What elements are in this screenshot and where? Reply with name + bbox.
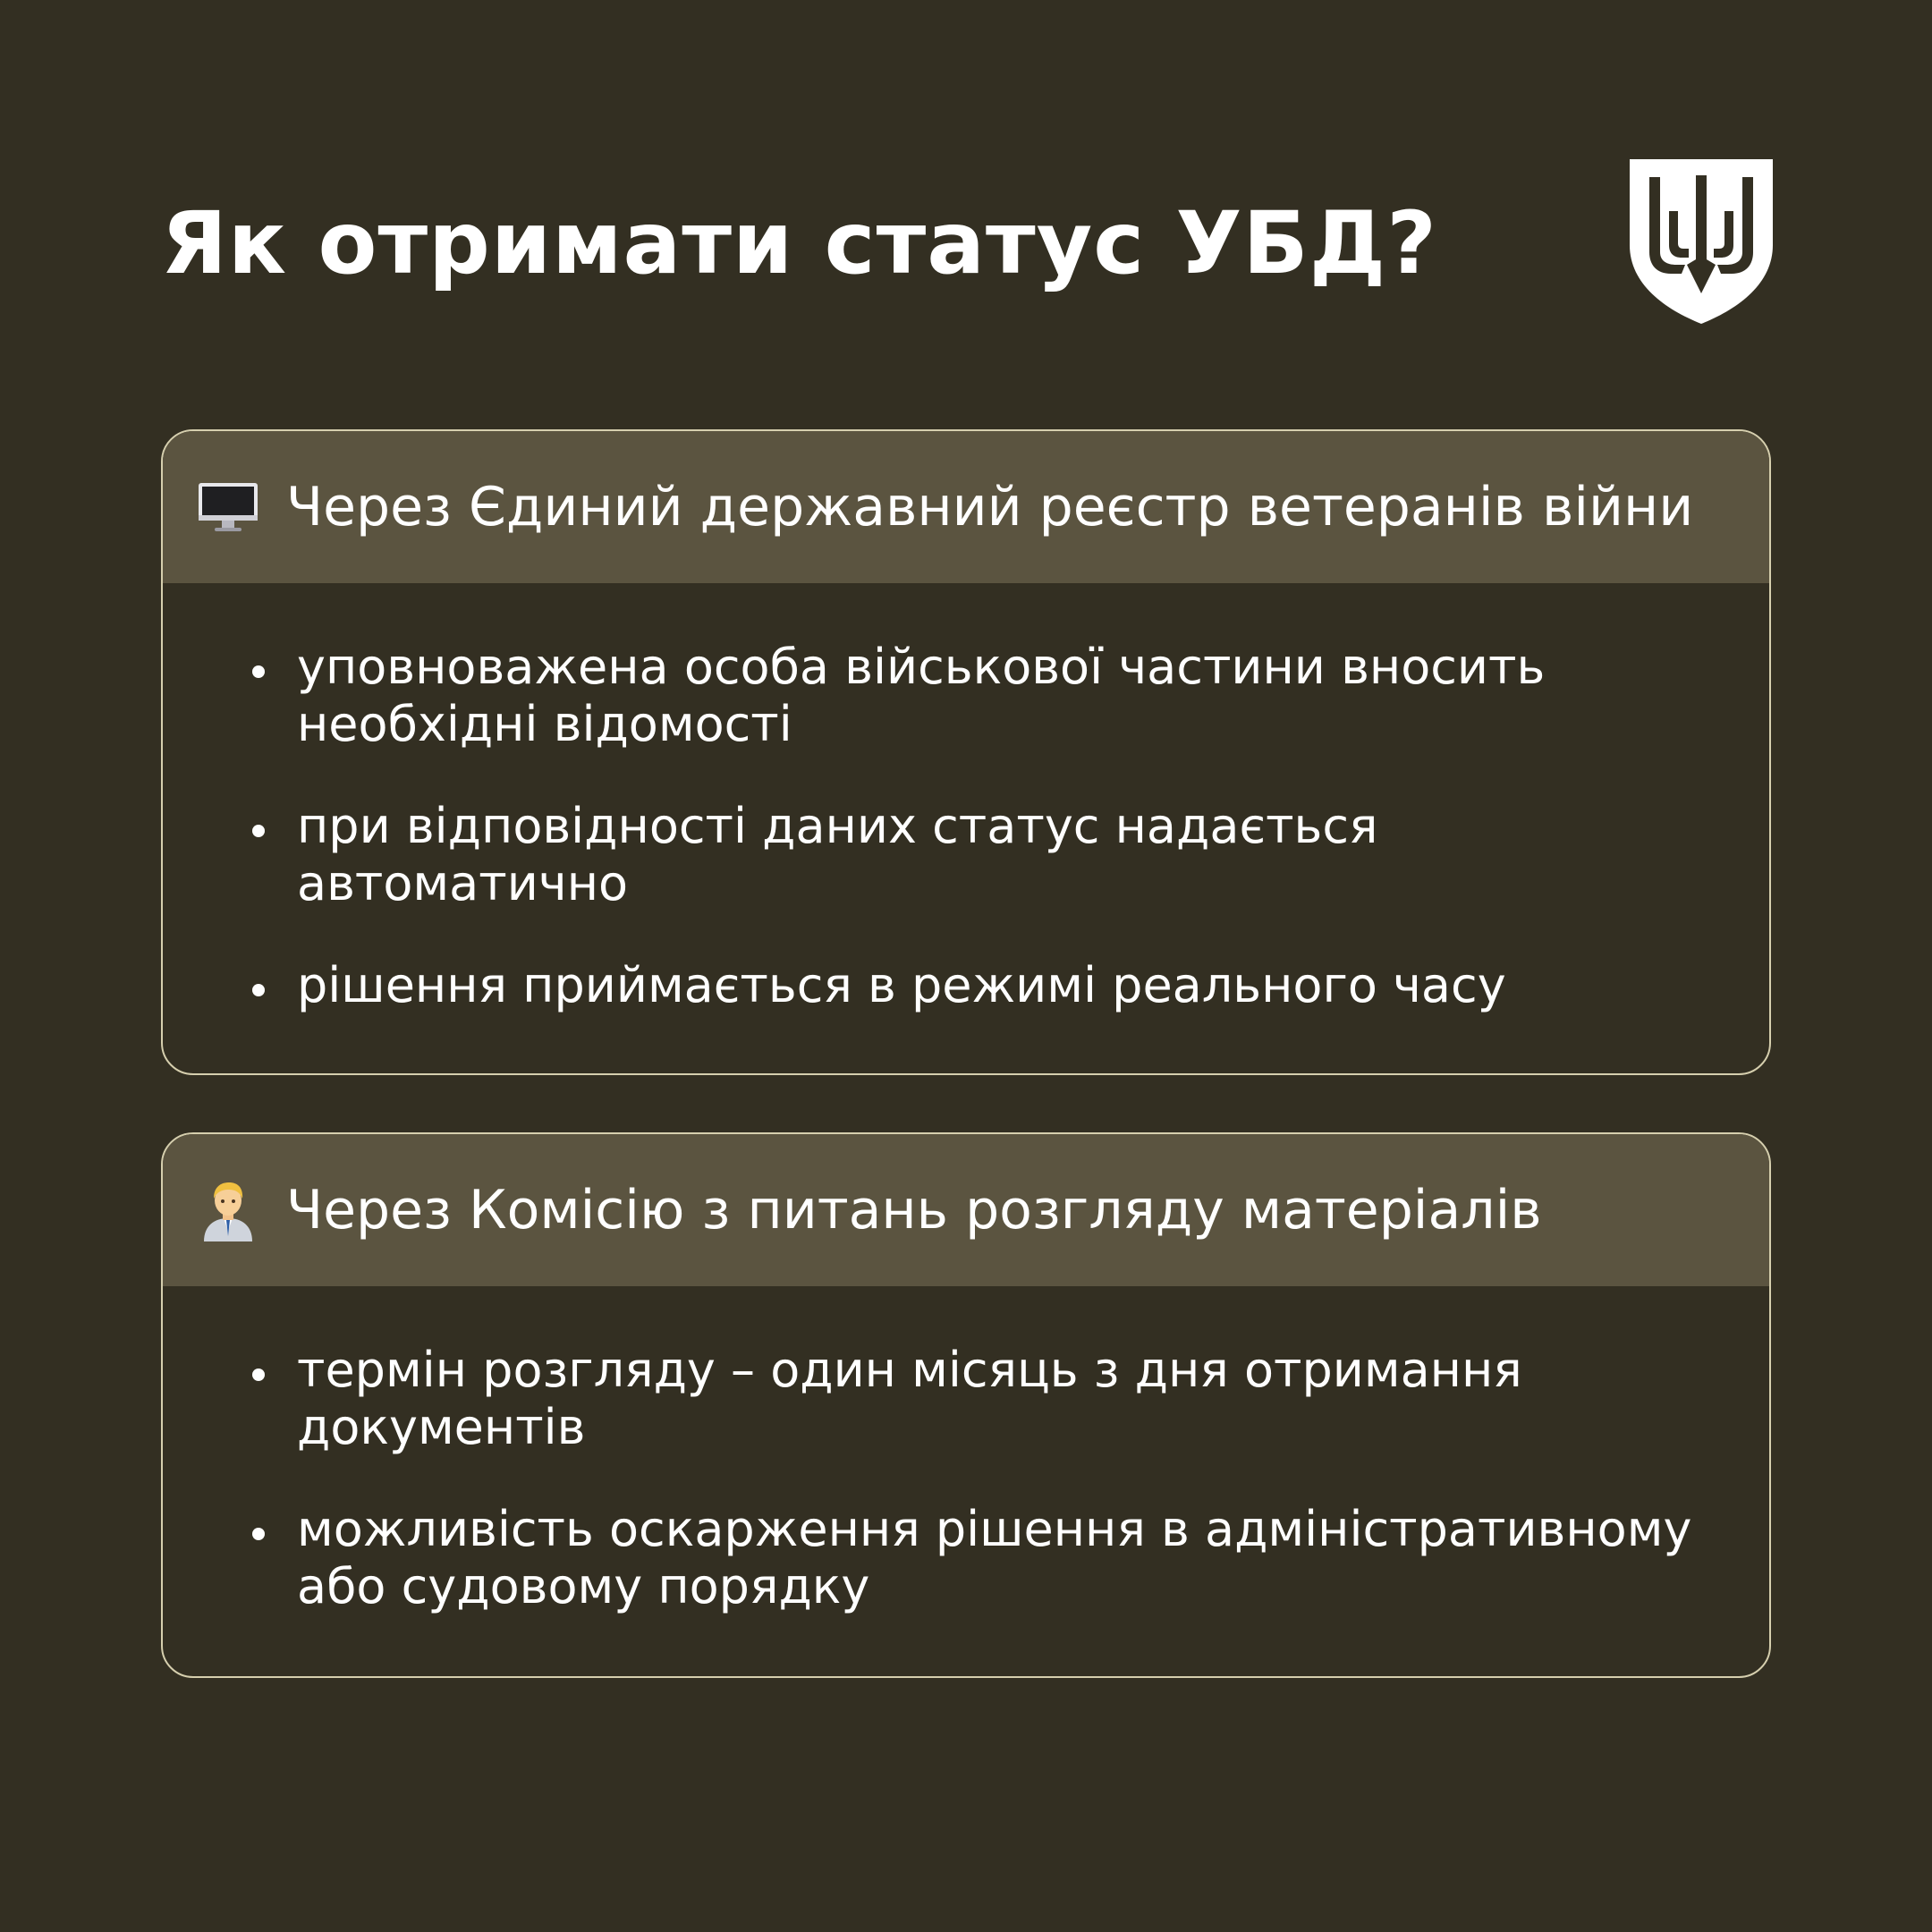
commission-card [161,1132,1771,1678]
office-worker-icon [197,1179,259,1241]
page-title: Як отримати статус УБД? [161,193,1437,293]
bullet-dot [252,825,265,837]
list-item [252,1342,1716,1456]
commission-card-body [163,1286,1769,1615]
list-item [252,957,1716,1014]
list-item-text: можливість оскарження рішення в адміністративному або судовому порядку [297,1501,1692,1614]
computer-monitor-icon [197,476,259,538]
list-item [252,639,1716,753]
bullet-dot [252,1368,265,1381]
trident-shield-icon [1630,159,1773,324]
registry-card-body [163,583,1769,1014]
registry-card-title: Через Єдиний державний реєстр ветеранів війни [286,476,1694,538]
registry-card [161,429,1771,1075]
commission-card-title: Через Комісію з питань розгляду матеріалів [286,1179,1542,1241]
registry-card-header [163,431,1769,583]
list-item [252,1501,1716,1615]
list-item-text: термін розгляду – один місяць з дня отримання документів [297,1342,1522,1455]
list-item-text: при відповідності даних статус надається автоматично [297,798,1378,911]
bullet-dot [252,1528,265,1540]
list-item [252,798,1716,912]
list-item-text: уповноважена особа військової частини вносить необхідні відомості [297,639,1546,752]
bullet-dot [252,665,265,678]
bullet-dot [252,984,265,996]
list-item-text: рішення приймається в режимі реального часу [297,957,1506,1013]
commission-card-header [163,1134,1769,1286]
